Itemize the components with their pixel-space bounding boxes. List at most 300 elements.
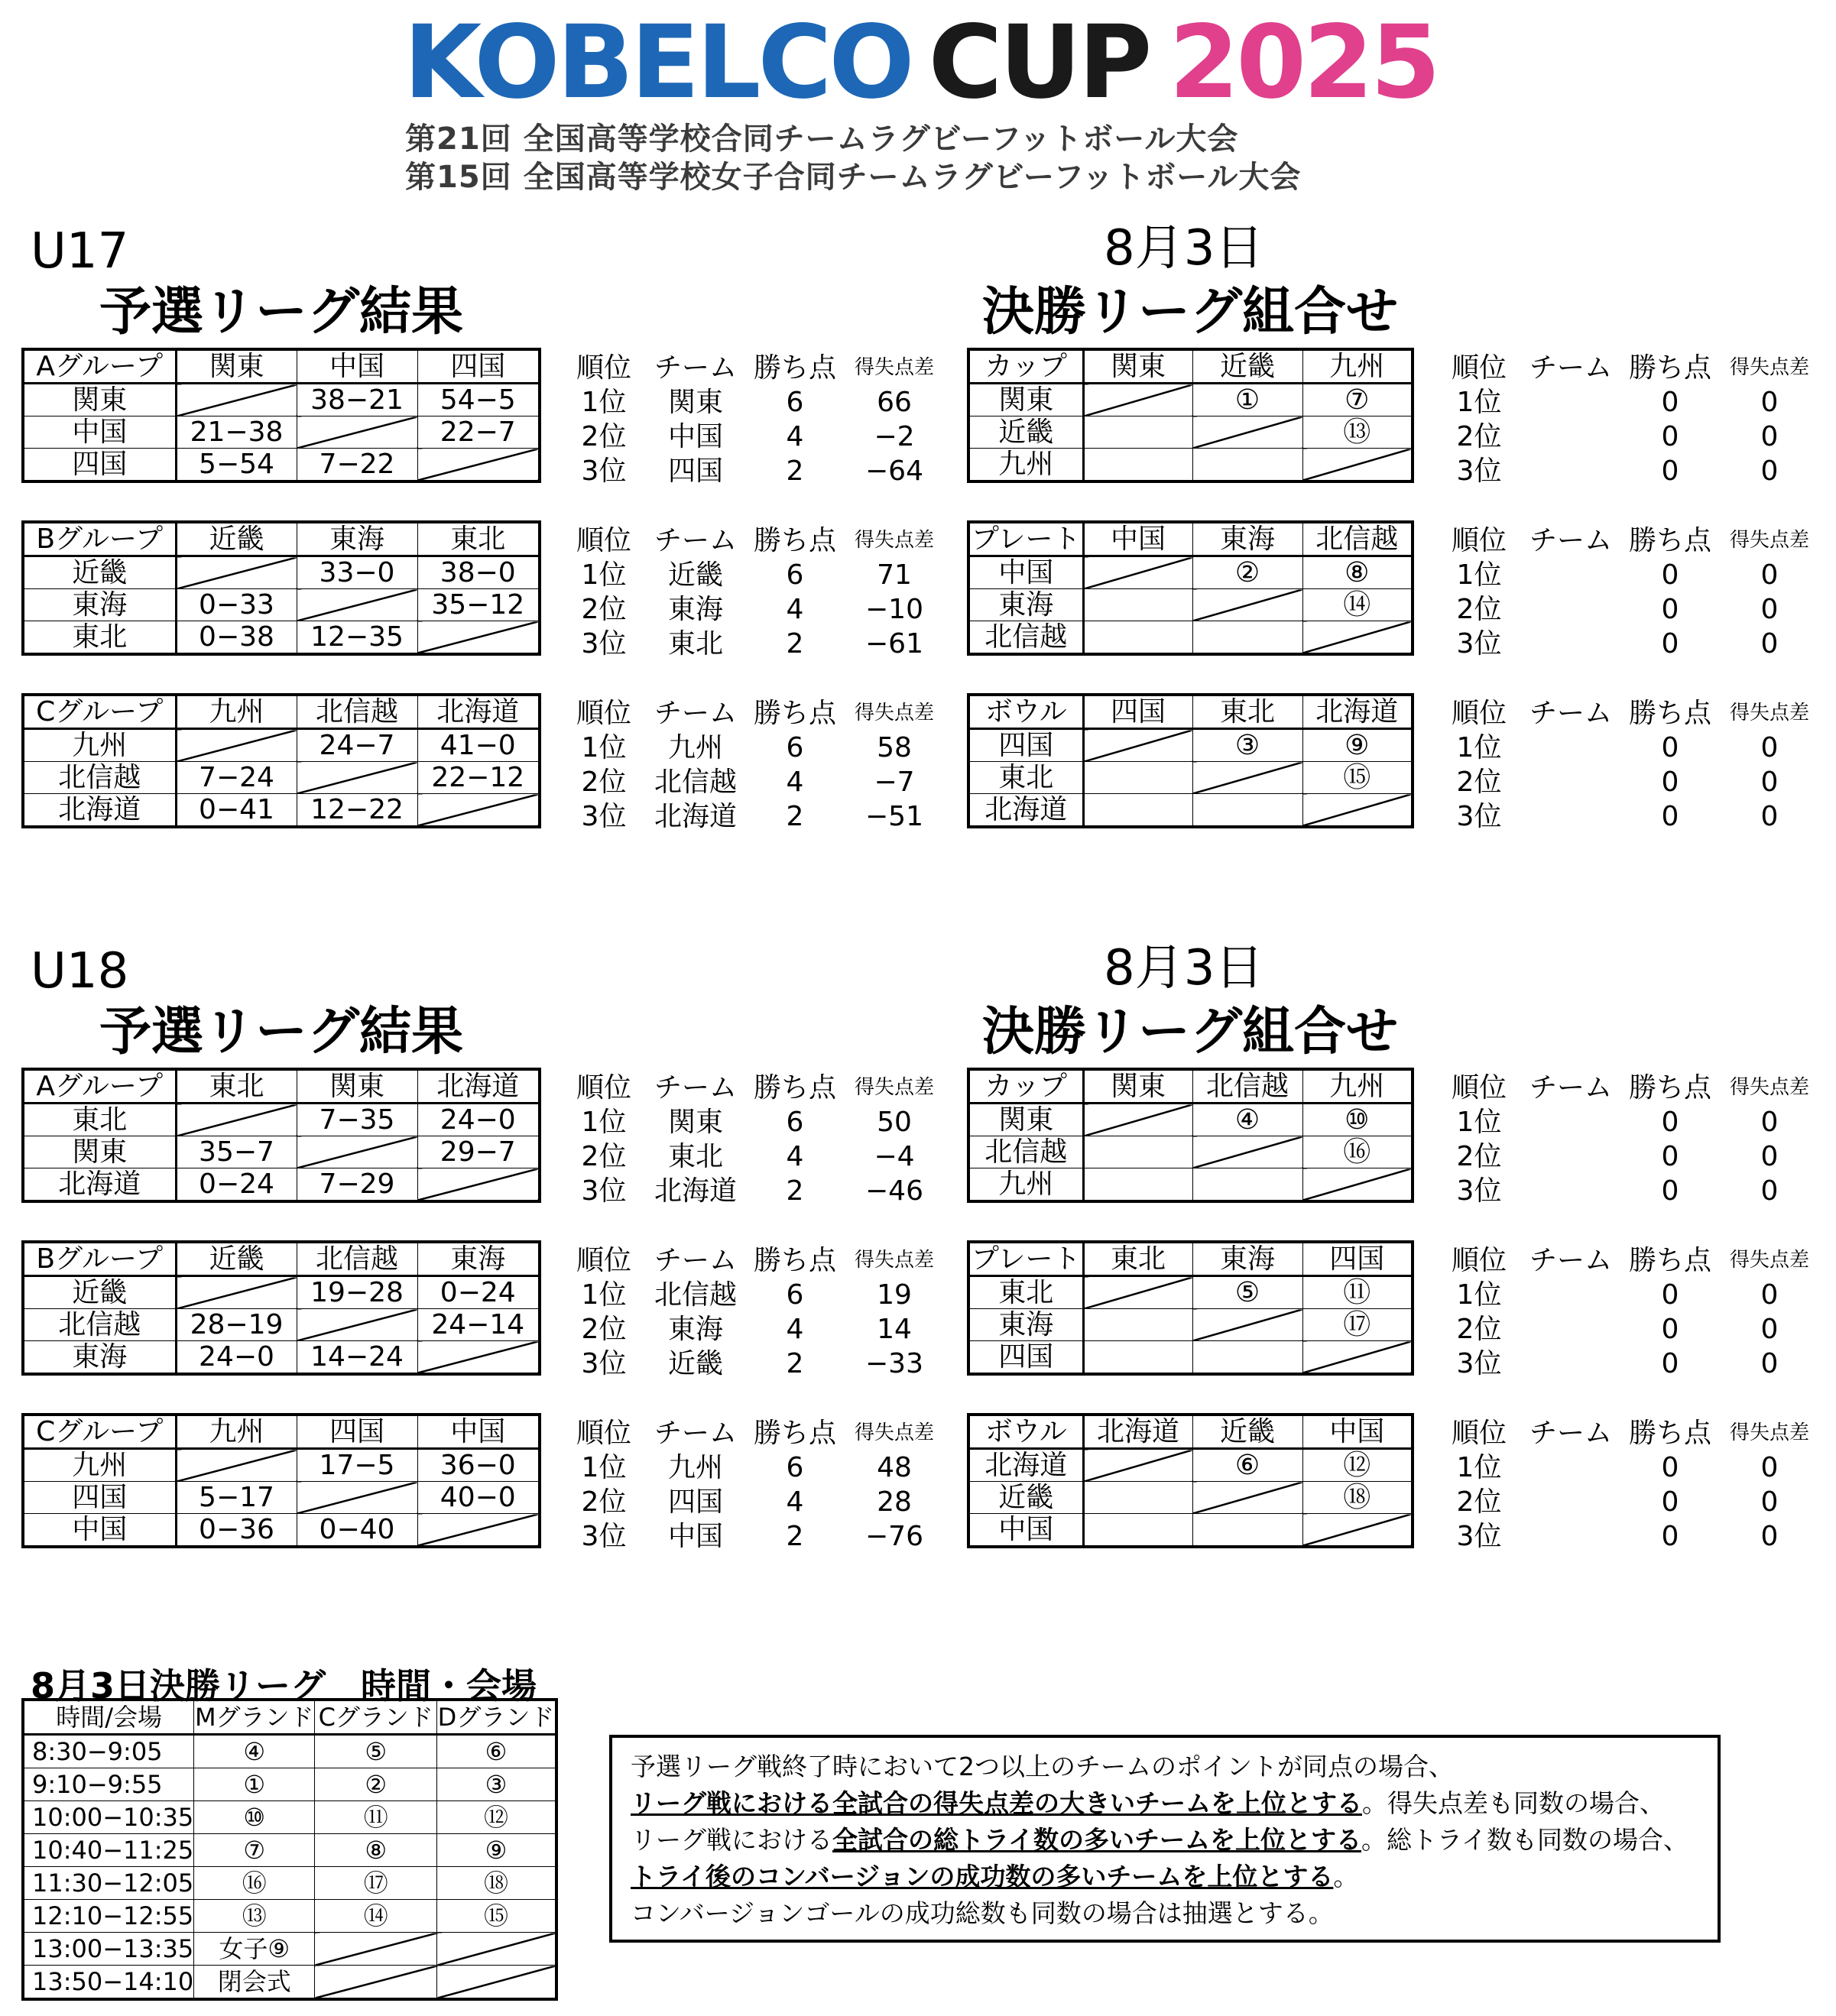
points: 0: [1661, 1486, 1679, 1518]
team: [1517, 1278, 1624, 1312]
points: 2: [786, 628, 804, 660]
standings-header-cell: 順位: [576, 1245, 631, 1276]
points: 0: [1661, 594, 1679, 625]
standings-header-cell: チーム: [654, 525, 737, 556]
point-diff: 0: [1760, 1141, 1779, 1172]
score-cell: [1192, 794, 1302, 828]
score-cell: [1192, 1341, 1302, 1375]
table-row: [968, 1482, 1413, 1514]
row-team: 東北: [23, 1104, 176, 1136]
score-cell: ⑭: [1302, 589, 1413, 621]
team: [1517, 558, 1624, 592]
self-match-cell: [417, 1341, 540, 1375]
score-cell: [1083, 1136, 1192, 1168]
group-name: Cグループ: [23, 1415, 176, 1449]
u18-group-standings-0: [566, 1071, 948, 1208]
score-cell: ⑩: [1302, 1104, 1413, 1136]
table-row: [968, 1276, 1413, 1309]
team: [1517, 1485, 1624, 1519]
standings-header: [1441, 1071, 1823, 1105]
score-cell: 7−35: [297, 1104, 417, 1136]
standings-header-cell: チーム: [1529, 352, 1612, 384]
tiebreak-note: [609, 1735, 1721, 1943]
column-team: 東海: [297, 522, 417, 556]
row-team: 関東: [23, 1136, 176, 1168]
time-slot: 8:30−9:05: [23, 1735, 194, 1768]
team: [1517, 1312, 1624, 1347]
rank: 3位: [1456, 1175, 1502, 1207]
note-line-3: [631, 1822, 1699, 1859]
point-diff: 0: [1760, 801, 1779, 832]
standings-row: [1441, 765, 1823, 799]
standings-header-cell: 勝ち点: [1628, 698, 1711, 729]
score-cell: [1083, 1482, 1192, 1514]
standings-header-cell: 勝ち点: [1628, 1072, 1711, 1104]
table-header-row: [23, 1242, 540, 1276]
column-team: 近畿: [1192, 349, 1302, 384]
u17-final-standings-2: [1441, 696, 1823, 834]
standings-row: [1441, 1347, 1823, 1381]
rank: 3位: [581, 1348, 627, 1379]
team: 東北: [667, 1141, 723, 1172]
time-slot: 13:00−13:35: [23, 1933, 194, 1966]
standings-row: [1441, 592, 1823, 627]
standings-header-cell: 得失点差: [1729, 1249, 1809, 1272]
score-cell: [1192, 449, 1302, 482]
standings-header: [566, 696, 948, 731]
self-match-cell: [417, 1168, 540, 1202]
column-team: 東北: [176, 1069, 297, 1104]
column-team: 北信越: [297, 1242, 417, 1276]
column-team: 四国: [417, 349, 540, 384]
row-team: 四国: [23, 1482, 176, 1514]
schedule-table: [21, 1698, 558, 2001]
standings-header-cell: 勝ち点: [753, 1245, 836, 1276]
row-team: 中国: [968, 556, 1083, 589]
match-cell: ①: [194, 1768, 315, 1801]
self-match-cell: [417, 621, 540, 655]
rank: 3位: [1456, 1521, 1502, 1552]
u18-prelim-title: 予選リーグ結果: [99, 1002, 464, 1062]
points: 0: [1661, 628, 1679, 660]
standings-header-cell: 勝ち点: [753, 698, 836, 729]
standings-row: [1441, 1105, 1823, 1139]
rank: 1位: [581, 559, 627, 591]
score-cell: ②: [1192, 556, 1302, 589]
point-diff: 0: [1760, 1175, 1779, 1207]
standings-header-cell: チーム: [1529, 525, 1612, 556]
team: [1517, 731, 1624, 765]
standings-row: [566, 1174, 948, 1208]
team: 北海道: [654, 801, 737, 832]
team: [1517, 765, 1624, 799]
rank: 3位: [581, 628, 627, 660]
column-team: 近畿: [176, 1242, 297, 1276]
rank: 2位: [1456, 1141, 1502, 1172]
score-cell: 12−35: [297, 621, 417, 655]
point-diff: 0: [1760, 1452, 1779, 1483]
score-cell: 33−0: [297, 556, 417, 589]
self-match-cell: [297, 589, 417, 621]
standings-header: [566, 1243, 948, 1278]
time-slot: 10:00−10:35: [23, 1801, 194, 1834]
table-row: [968, 1449, 1413, 1482]
table-row: [968, 1309, 1413, 1341]
column-team: 関東: [297, 1069, 417, 1104]
score-cell: 0−24: [176, 1168, 297, 1202]
column-team: 九州: [176, 695, 297, 729]
points: 6: [786, 387, 804, 418]
point-diff: 0: [1760, 421, 1779, 452]
rank: 1位: [581, 387, 627, 418]
standings-row: [566, 385, 948, 420]
u17-group-standings-2: [566, 696, 948, 834]
standings-header-cell: 順位: [576, 352, 631, 384]
row-team: 九州: [23, 1449, 176, 1482]
score-cell: 7−29: [297, 1168, 417, 1202]
score-cell: ⑥: [1192, 1449, 1302, 1482]
self-match-cell: [1083, 1104, 1192, 1136]
self-match-cell: [1192, 762, 1302, 794]
points: 0: [1661, 801, 1679, 832]
score-cell: 19−28: [297, 1276, 417, 1309]
row-team: 九州: [968, 449, 1083, 482]
table-header-row: [23, 1069, 540, 1104]
point-diff: 0: [1760, 455, 1779, 487]
group-name: Aグループ: [23, 1069, 176, 1104]
row-team: 近畿: [23, 556, 176, 589]
row-team: 四国: [968, 1341, 1083, 1375]
match-cell: ⑨: [437, 1834, 556, 1867]
score-cell: 28−19: [176, 1309, 297, 1341]
column-team: 九州: [1302, 1069, 1413, 1104]
table-header-row: [23, 522, 540, 556]
score-cell: 0−36: [176, 1514, 297, 1548]
rank: 1位: [581, 1279, 627, 1311]
note-line-4-underlined: トライ後のコンバージョンの成功数の多いチームを上位とする: [631, 1862, 1334, 1891]
point-diff: 0: [1760, 1521, 1779, 1552]
points: 0: [1661, 767, 1679, 798]
standings-header-cell: 得失点差: [854, 1421, 934, 1444]
team: 中国: [667, 421, 723, 452]
group-name: Aグループ: [23, 349, 176, 384]
column-team: 北信越: [297, 695, 417, 729]
column-team: 東北: [417, 522, 540, 556]
rank: 3位: [1456, 628, 1502, 660]
score-cell: [1083, 416, 1192, 449]
row-team: 四国: [23, 449, 176, 482]
self-match-cell: [1083, 729, 1192, 762]
point-diff: −46: [865, 1175, 923, 1207]
score-cell: 54−5: [417, 384, 540, 416]
score-cell: 12−22: [297, 794, 417, 828]
team: [1517, 1519, 1624, 1554]
row-team: 九州: [968, 1168, 1083, 1202]
points: 6: [786, 559, 804, 591]
table-row: [968, 1341, 1413, 1375]
table-row: [23, 1482, 540, 1514]
score-cell: 7−22: [297, 449, 417, 482]
score-cell: 7−24: [176, 762, 297, 794]
note-line-4: [631, 1859, 1699, 1895]
team: 九州: [667, 1452, 723, 1483]
self-match-cell: [1083, 384, 1192, 416]
table-row: [23, 1449, 540, 1482]
u18-label: U18: [31, 943, 129, 1000]
column-team: 中国: [417, 1415, 540, 1449]
points: 0: [1661, 421, 1679, 452]
table-row: [23, 1104, 540, 1136]
standings-header-cell: 順位: [1451, 525, 1507, 556]
table-row: [968, 1168, 1413, 1202]
point-diff: −64: [865, 455, 923, 487]
standings-row: [1441, 799, 1823, 834]
row-team: 中国: [968, 1514, 1083, 1548]
score-cell: [1083, 794, 1192, 828]
self-match-cell: [1192, 1136, 1302, 1168]
score-cell: 35−12: [417, 589, 540, 621]
points: 0: [1661, 1314, 1679, 1345]
match-cell: ⑤: [315, 1735, 437, 1768]
column-team: 四国: [1302, 1242, 1413, 1276]
column-team: 北海道: [417, 1069, 540, 1104]
points: 4: [786, 767, 804, 798]
rank: 2位: [581, 421, 627, 452]
team: 四国: [667, 455, 723, 487]
self-match-cell: [176, 384, 297, 416]
row-team: 近畿: [968, 416, 1083, 449]
rank: 1位: [581, 732, 627, 763]
standings-row: [1441, 627, 1823, 661]
table-row: [968, 384, 1413, 416]
rank: 2位: [581, 1486, 627, 1518]
row-team: 東海: [23, 589, 176, 621]
table-row: [968, 556, 1413, 589]
table-header-row: [968, 1069, 1413, 1104]
rank: 2位: [581, 594, 627, 625]
subtitle-girls: 第15回 全国高等学校女子合同チームラグビーフットボール大会: [405, 160, 1302, 195]
u17-group-standings-1: [566, 523, 948, 661]
points: 4: [786, 421, 804, 452]
self-match-cell: [1192, 1309, 1302, 1341]
team: [1517, 1347, 1624, 1381]
standings-row: [1441, 454, 1823, 488]
column-team: 北海道: [1302, 695, 1413, 729]
points: 2: [786, 1175, 804, 1207]
standings-header-cell: チーム: [654, 698, 737, 729]
team: 四国: [667, 1486, 723, 1518]
score-cell: 0−40: [297, 1514, 417, 1548]
column-team: 関東: [176, 349, 297, 384]
self-match-cell: [1192, 589, 1302, 621]
point-diff: 0: [1760, 559, 1779, 591]
schedule-header-cell: Mグランド: [194, 1700, 315, 1735]
score-cell: [1083, 1168, 1192, 1202]
point-diff: −4: [874, 1141, 915, 1172]
schedule-row: [23, 1801, 556, 1834]
note-line-2-rest: 。得失点差も同数の場合、: [1362, 1788, 1665, 1818]
standings-header: [566, 1416, 948, 1450]
row-team: 東北: [23, 621, 176, 655]
group-name: カップ: [968, 1069, 1083, 1104]
standings-header-cell: 得失点差: [854, 1076, 934, 1099]
self-match-cell: [176, 556, 297, 589]
match-cell: ③: [437, 1768, 556, 1801]
standings-row: [566, 765, 948, 799]
standings-row: [566, 1312, 948, 1347]
time-slot: 10:40−11:25: [23, 1834, 194, 1867]
standings-header: [1441, 1243, 1823, 1278]
standings-row: [566, 1105, 948, 1139]
score-cell: ⑧: [1302, 556, 1413, 589]
rank: 2位: [1456, 421, 1502, 452]
points: 6: [786, 732, 804, 763]
standings-row: [1441, 1485, 1823, 1519]
points: 0: [1661, 1452, 1679, 1483]
point-diff: −61: [865, 628, 923, 660]
table-row: [23, 1168, 540, 1202]
score-cell: 5−17: [176, 1482, 297, 1514]
point-diff: 0: [1760, 594, 1779, 625]
rank: 2位: [581, 1314, 627, 1345]
team: 東海: [667, 594, 723, 625]
table-row: [23, 762, 540, 794]
points: 0: [1661, 732, 1679, 763]
match-cell: ⑧: [315, 1834, 437, 1867]
column-team: 東海: [1192, 1242, 1302, 1276]
table-row: [968, 762, 1413, 794]
points: 0: [1661, 1107, 1679, 1138]
team: [1517, 420, 1624, 454]
row-team: 東海: [968, 589, 1083, 621]
team: [1517, 454, 1624, 488]
score-cell: 22−12: [417, 762, 540, 794]
points: 0: [1661, 559, 1679, 591]
row-team: 中国: [23, 416, 176, 449]
time-slot: 9:10−9:55: [23, 1768, 194, 1801]
table-row: [23, 1341, 540, 1375]
standings-header-cell: 勝ち点: [1628, 1245, 1711, 1276]
u18-group-table-0: [21, 1068, 541, 1203]
points: 2: [786, 1348, 804, 1379]
point-diff: −33: [865, 1348, 923, 1379]
self-match-cell: [297, 762, 417, 794]
points: 0: [1661, 387, 1679, 418]
rank: 1位: [581, 1107, 627, 1138]
standings-row: [566, 592, 948, 627]
match-cell: [315, 1933, 437, 1966]
schedule-header-cell: Dグランド: [437, 1700, 556, 1735]
row-team: 北海道: [968, 794, 1083, 828]
schedule-header-cell: Cグランド: [315, 1700, 437, 1735]
points: 2: [786, 801, 804, 832]
u17-final-table-0: [967, 348, 1414, 483]
points: 4: [786, 594, 804, 625]
score-cell: ⑬: [1302, 416, 1413, 449]
standings-row: [566, 1519, 948, 1554]
point-diff: −7: [874, 767, 915, 798]
rank: 2位: [1456, 594, 1502, 625]
score-cell: ⑯: [1302, 1136, 1413, 1168]
row-team: 北海道: [23, 794, 176, 828]
team: 関東: [667, 387, 723, 418]
self-match-cell: [176, 1104, 297, 1136]
column-team: 北海道: [1083, 1415, 1192, 1449]
score-cell: [1192, 621, 1302, 655]
note-line-4-rest: 。: [1333, 1862, 1359, 1891]
self-match-cell: [1302, 1168, 1413, 1202]
u17-group-table-1: [21, 520, 541, 656]
score-cell: 21−38: [176, 416, 297, 449]
rank: 3位: [581, 1175, 627, 1207]
group-name: ボウル: [968, 1415, 1083, 1449]
table-row: [23, 416, 540, 449]
standings-row: [566, 799, 948, 834]
team: 近畿: [667, 559, 723, 591]
self-match-cell: [1083, 556, 1192, 589]
match-cell: ⑰: [315, 1867, 437, 1900]
u17-final-title: 決勝リーグ組合せ: [982, 282, 1399, 342]
u17-group-table-0: [21, 348, 541, 483]
schedule-title: 8月3日決勝リーグ 時間・会場: [31, 1665, 537, 1706]
column-team: 九州: [176, 1415, 297, 1449]
score-cell: 24−0: [417, 1104, 540, 1136]
team: 東北: [667, 628, 723, 660]
note-line-3-pre: リーグ戦における: [631, 1825, 832, 1855]
match-cell: ④: [194, 1735, 315, 1768]
table-row: [968, 621, 1413, 655]
score-cell: 35−7: [176, 1136, 297, 1168]
note-line-3-rest: 。総トライ数も同数の場合、: [1361, 1825, 1689, 1855]
column-team: 中国: [1083, 522, 1192, 556]
standings-row: [1441, 385, 1823, 420]
u17-final-table-2: [967, 693, 1414, 828]
standings-header-cell: 順位: [576, 1418, 631, 1449]
rank: 1位: [1456, 732, 1502, 763]
rank: 2位: [1456, 767, 1502, 798]
standings-header-cell: 勝ち点: [753, 1072, 836, 1104]
row-team: 関東: [23, 384, 176, 416]
rank: 2位: [1456, 1486, 1502, 1518]
standings-row: [566, 454, 948, 488]
score-cell: ④: [1192, 1104, 1302, 1136]
self-match-cell: [297, 416, 417, 449]
score-cell: ⑱: [1302, 1482, 1413, 1514]
match-cell: ⑬: [194, 1900, 315, 1933]
u18-final-standings-0: [1441, 1071, 1823, 1208]
rank: 2位: [1456, 1314, 1502, 1345]
table-row: [23, 1514, 540, 1548]
score-cell: 24−7: [297, 729, 417, 762]
score-cell: ⑮: [1302, 762, 1413, 794]
match-cell: [437, 1966, 556, 2000]
standings-row: [566, 1485, 948, 1519]
group-name: プレート: [968, 522, 1083, 556]
note-line-2-underlined: リーグ戦における全試合の得失点差の大きいチームを上位とする: [631, 1788, 1362, 1818]
self-match-cell: [176, 1449, 297, 1482]
standings-header-cell: 得失点差: [854, 529, 934, 552]
column-team: 中国: [297, 349, 417, 384]
match-cell: [437, 1933, 556, 1966]
self-match-cell: [1192, 416, 1302, 449]
row-team: 北信越: [23, 1309, 176, 1341]
rank: 3位: [581, 1521, 627, 1552]
score-cell: ⑦: [1302, 384, 1413, 416]
note-line-2: [631, 1785, 1699, 1822]
rank: 2位: [581, 767, 627, 798]
self-match-cell: [1302, 794, 1413, 828]
group-name: Bグループ: [23, 1242, 176, 1276]
